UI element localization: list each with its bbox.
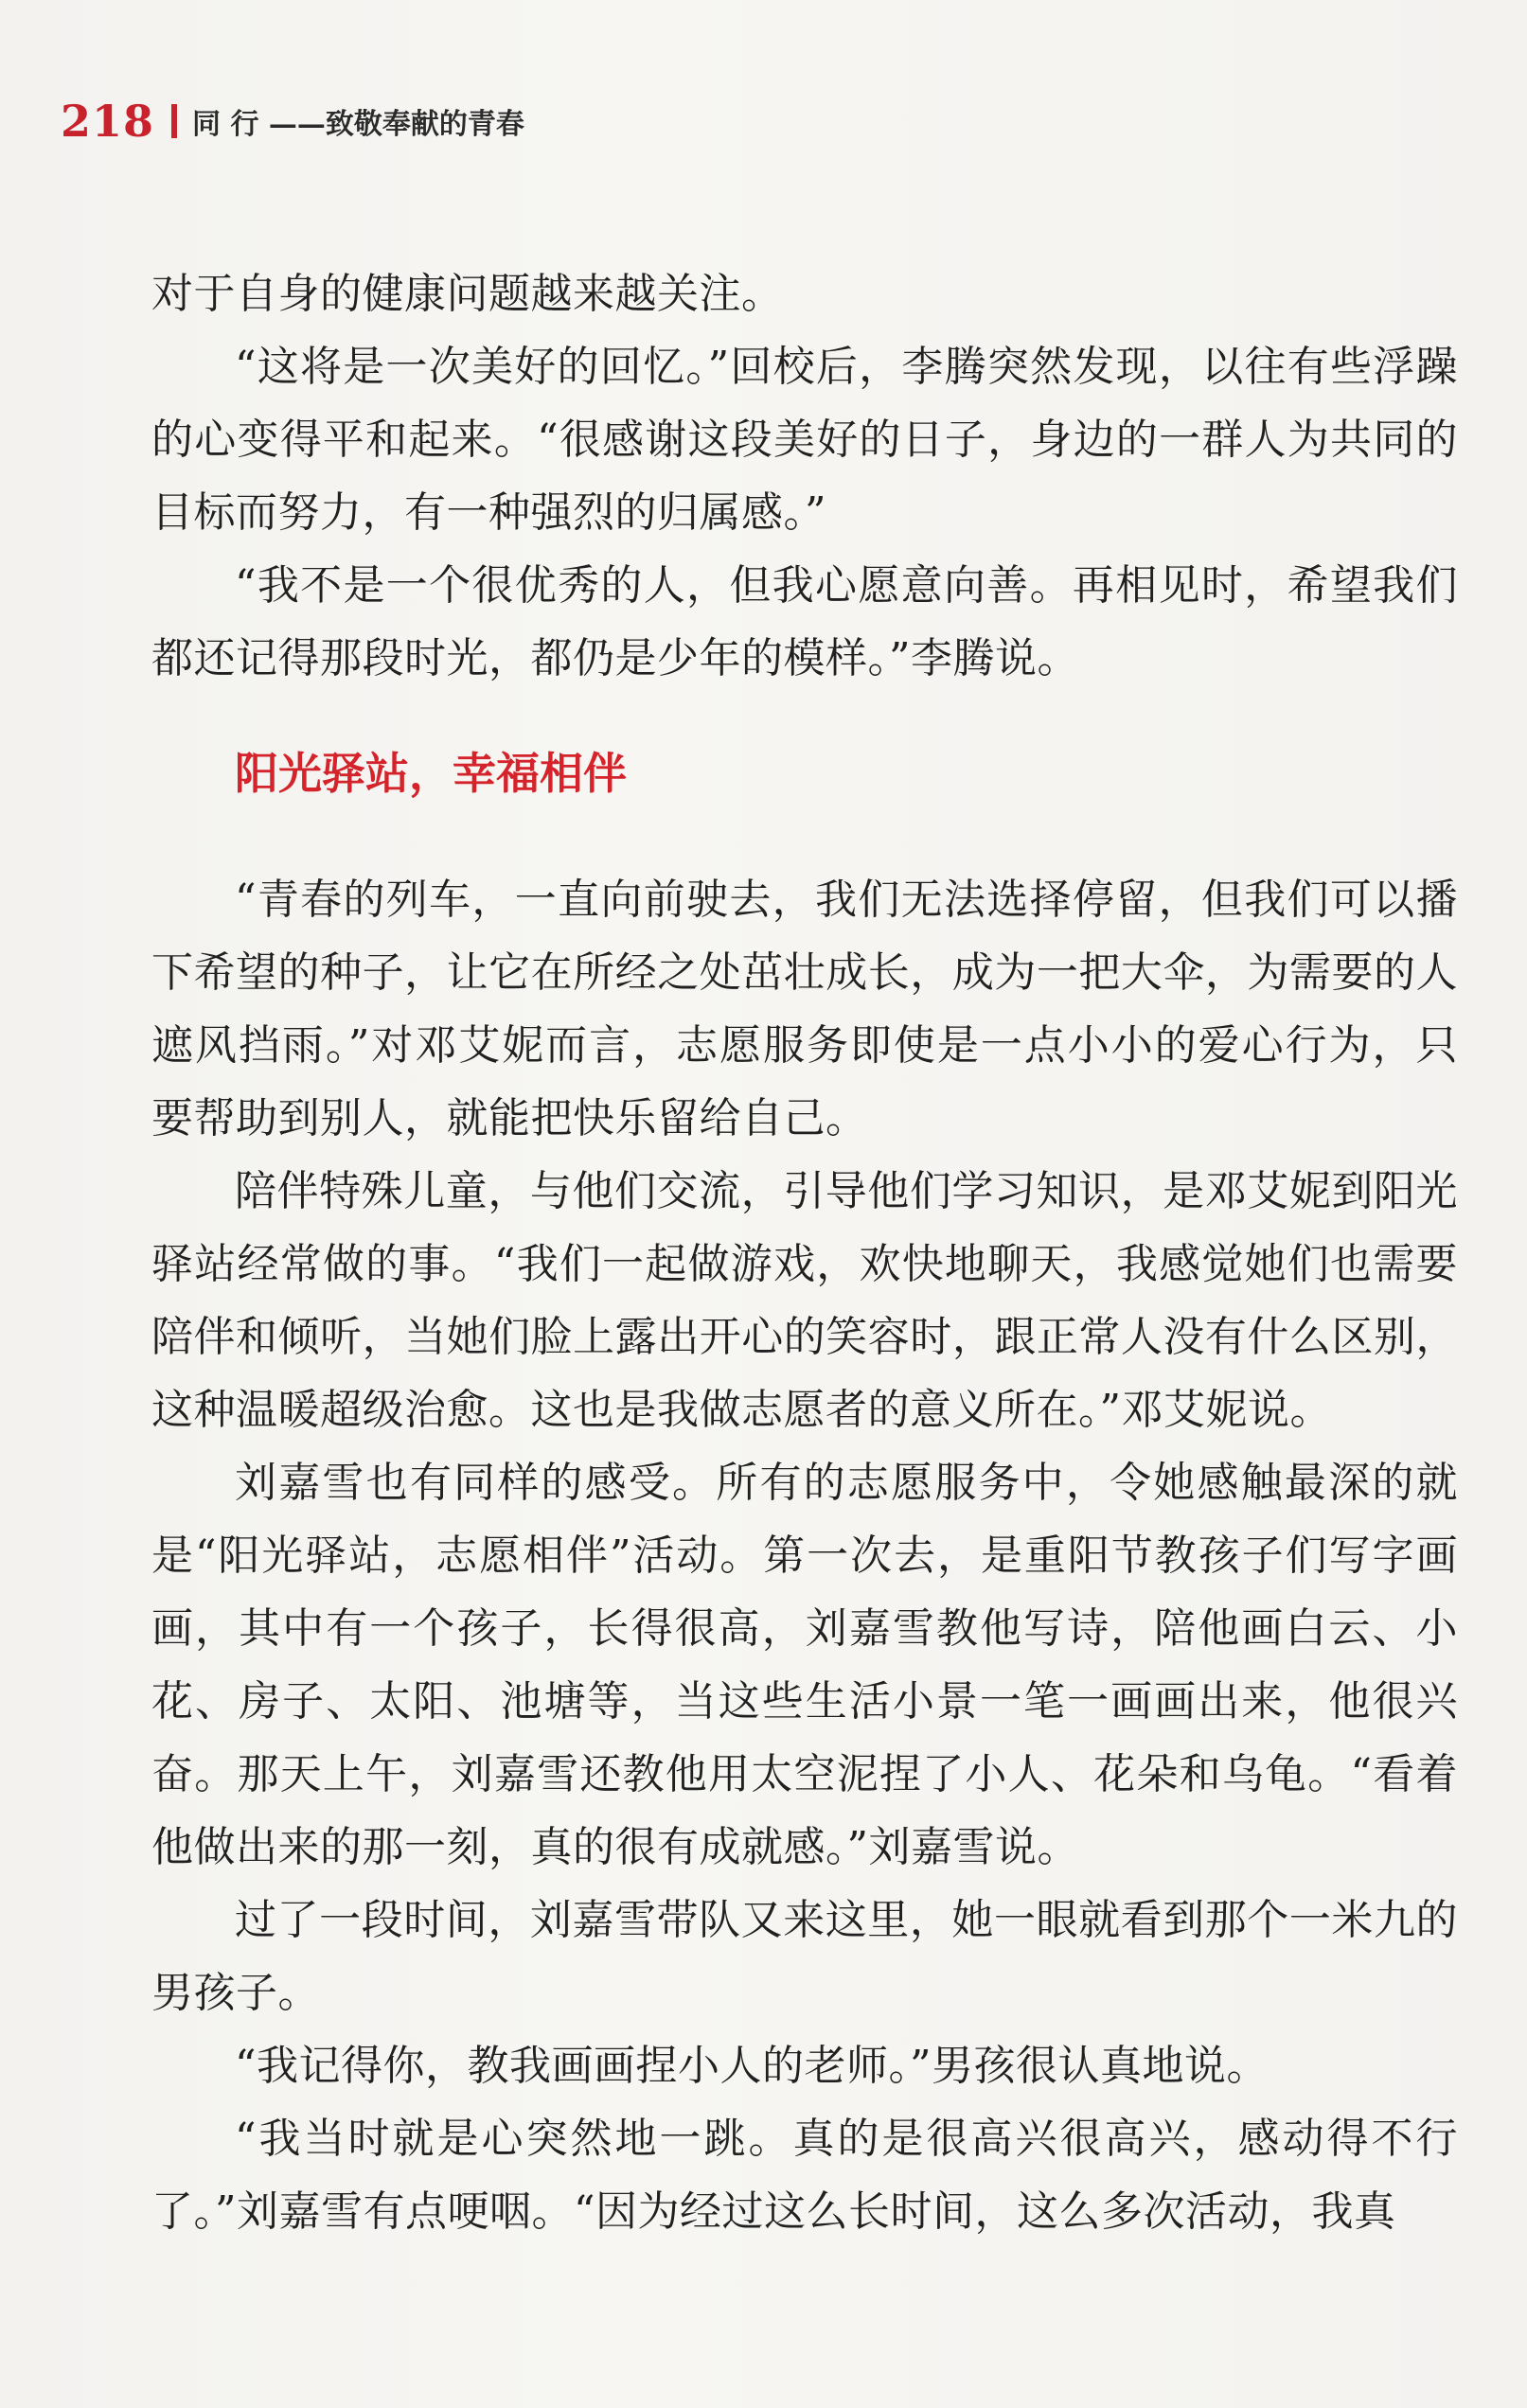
body-paragraph: “我当时就是心突然地一跳。真的是很高兴很高兴，感动得不行了。”刘嘉雪有点哽咽。“因为经过这么长时间，这么多次活动，我真 xyxy=(151,2115,1458,2236)
body-paragraph: “我不是一个很优秀的人，但我心愿意向善。再相见时，希望我们都还记得那段时光，都仍是少年的模样。”李腾说。 xyxy=(151,561,1458,682)
body-paragraph: “这将是一次美好的回忆。”回校后，李腾突然发现，以往有些浮躁的心变得平和起来。“很感谢这段美好的日子，身边的一群人为共同的目标而努力，有一种强烈的归属感。” xyxy=(151,343,1458,537)
page-number: 218 xyxy=(61,96,155,147)
body-paragraph: “青春的列车，一直向前驶去，我们无法选择停留，但我们可以播下希望的种子，让它在所经之处茁壮成长，成为一把大伞，为需要的人遮风挡雨。”对邓艾妮而言，志愿服务即使是一点小小的爱心行为，只要帮助到别人，就能把快乐留给自己。 xyxy=(151,876,1458,1142)
book-title: 同 行 ——致敬奉献的青春 xyxy=(192,108,524,141)
header-divider xyxy=(171,104,177,138)
body-paragraph: 过了一段时间，刘嘉雪带队又来这里，她一眼就看到那个一米九的男孩子。 xyxy=(151,1896,1458,2017)
body-paragraph: 对于自身的健康问题越来越关注。 xyxy=(151,270,784,318)
section-heading: 阳光驿站，幸福相伴 xyxy=(235,748,627,799)
body-paragraph: 陪伴特殊儿童，与他们交流，引导他们学习知识，是邓艾妮到阳光驿站经常做的事。“我们一起做游戏，欢快地聊天，我感觉她们也需要陪伴和倾听，当她们脸上露出开心的笑容时，跟正常人没有什么区别，这种温暖超级治愈。这也是我做志愿者的意义所在。”邓艾妮说。 xyxy=(151,1167,1458,1434)
running-head xyxy=(61,91,524,151)
body-paragraph: 刘嘉雪也有同样的感受。所有的志愿服务中，令她感触最深的就是“阳光驿站，志愿相伴”活动。第一次去，是重阳节教孩子们写字画画，其中有一个孩子，长得很高，刘嘉雪教他写诗，陪他画白云、小花、房子、太阳、池塘等，当这些生活小景一笔一画画出来，他很兴奋。那天上午，刘嘉雪还教他用太空泥捏了小人、花朵和乌龟。“看着他做出来的那一刻，真的很有成就感。”刘嘉雪说。 xyxy=(151,1459,1458,1871)
body-paragraph: “我记得你，教我画画捏小人的老师。”男孩很认真地说。 xyxy=(235,2042,1269,2090)
page-body xyxy=(151,257,1458,2248)
